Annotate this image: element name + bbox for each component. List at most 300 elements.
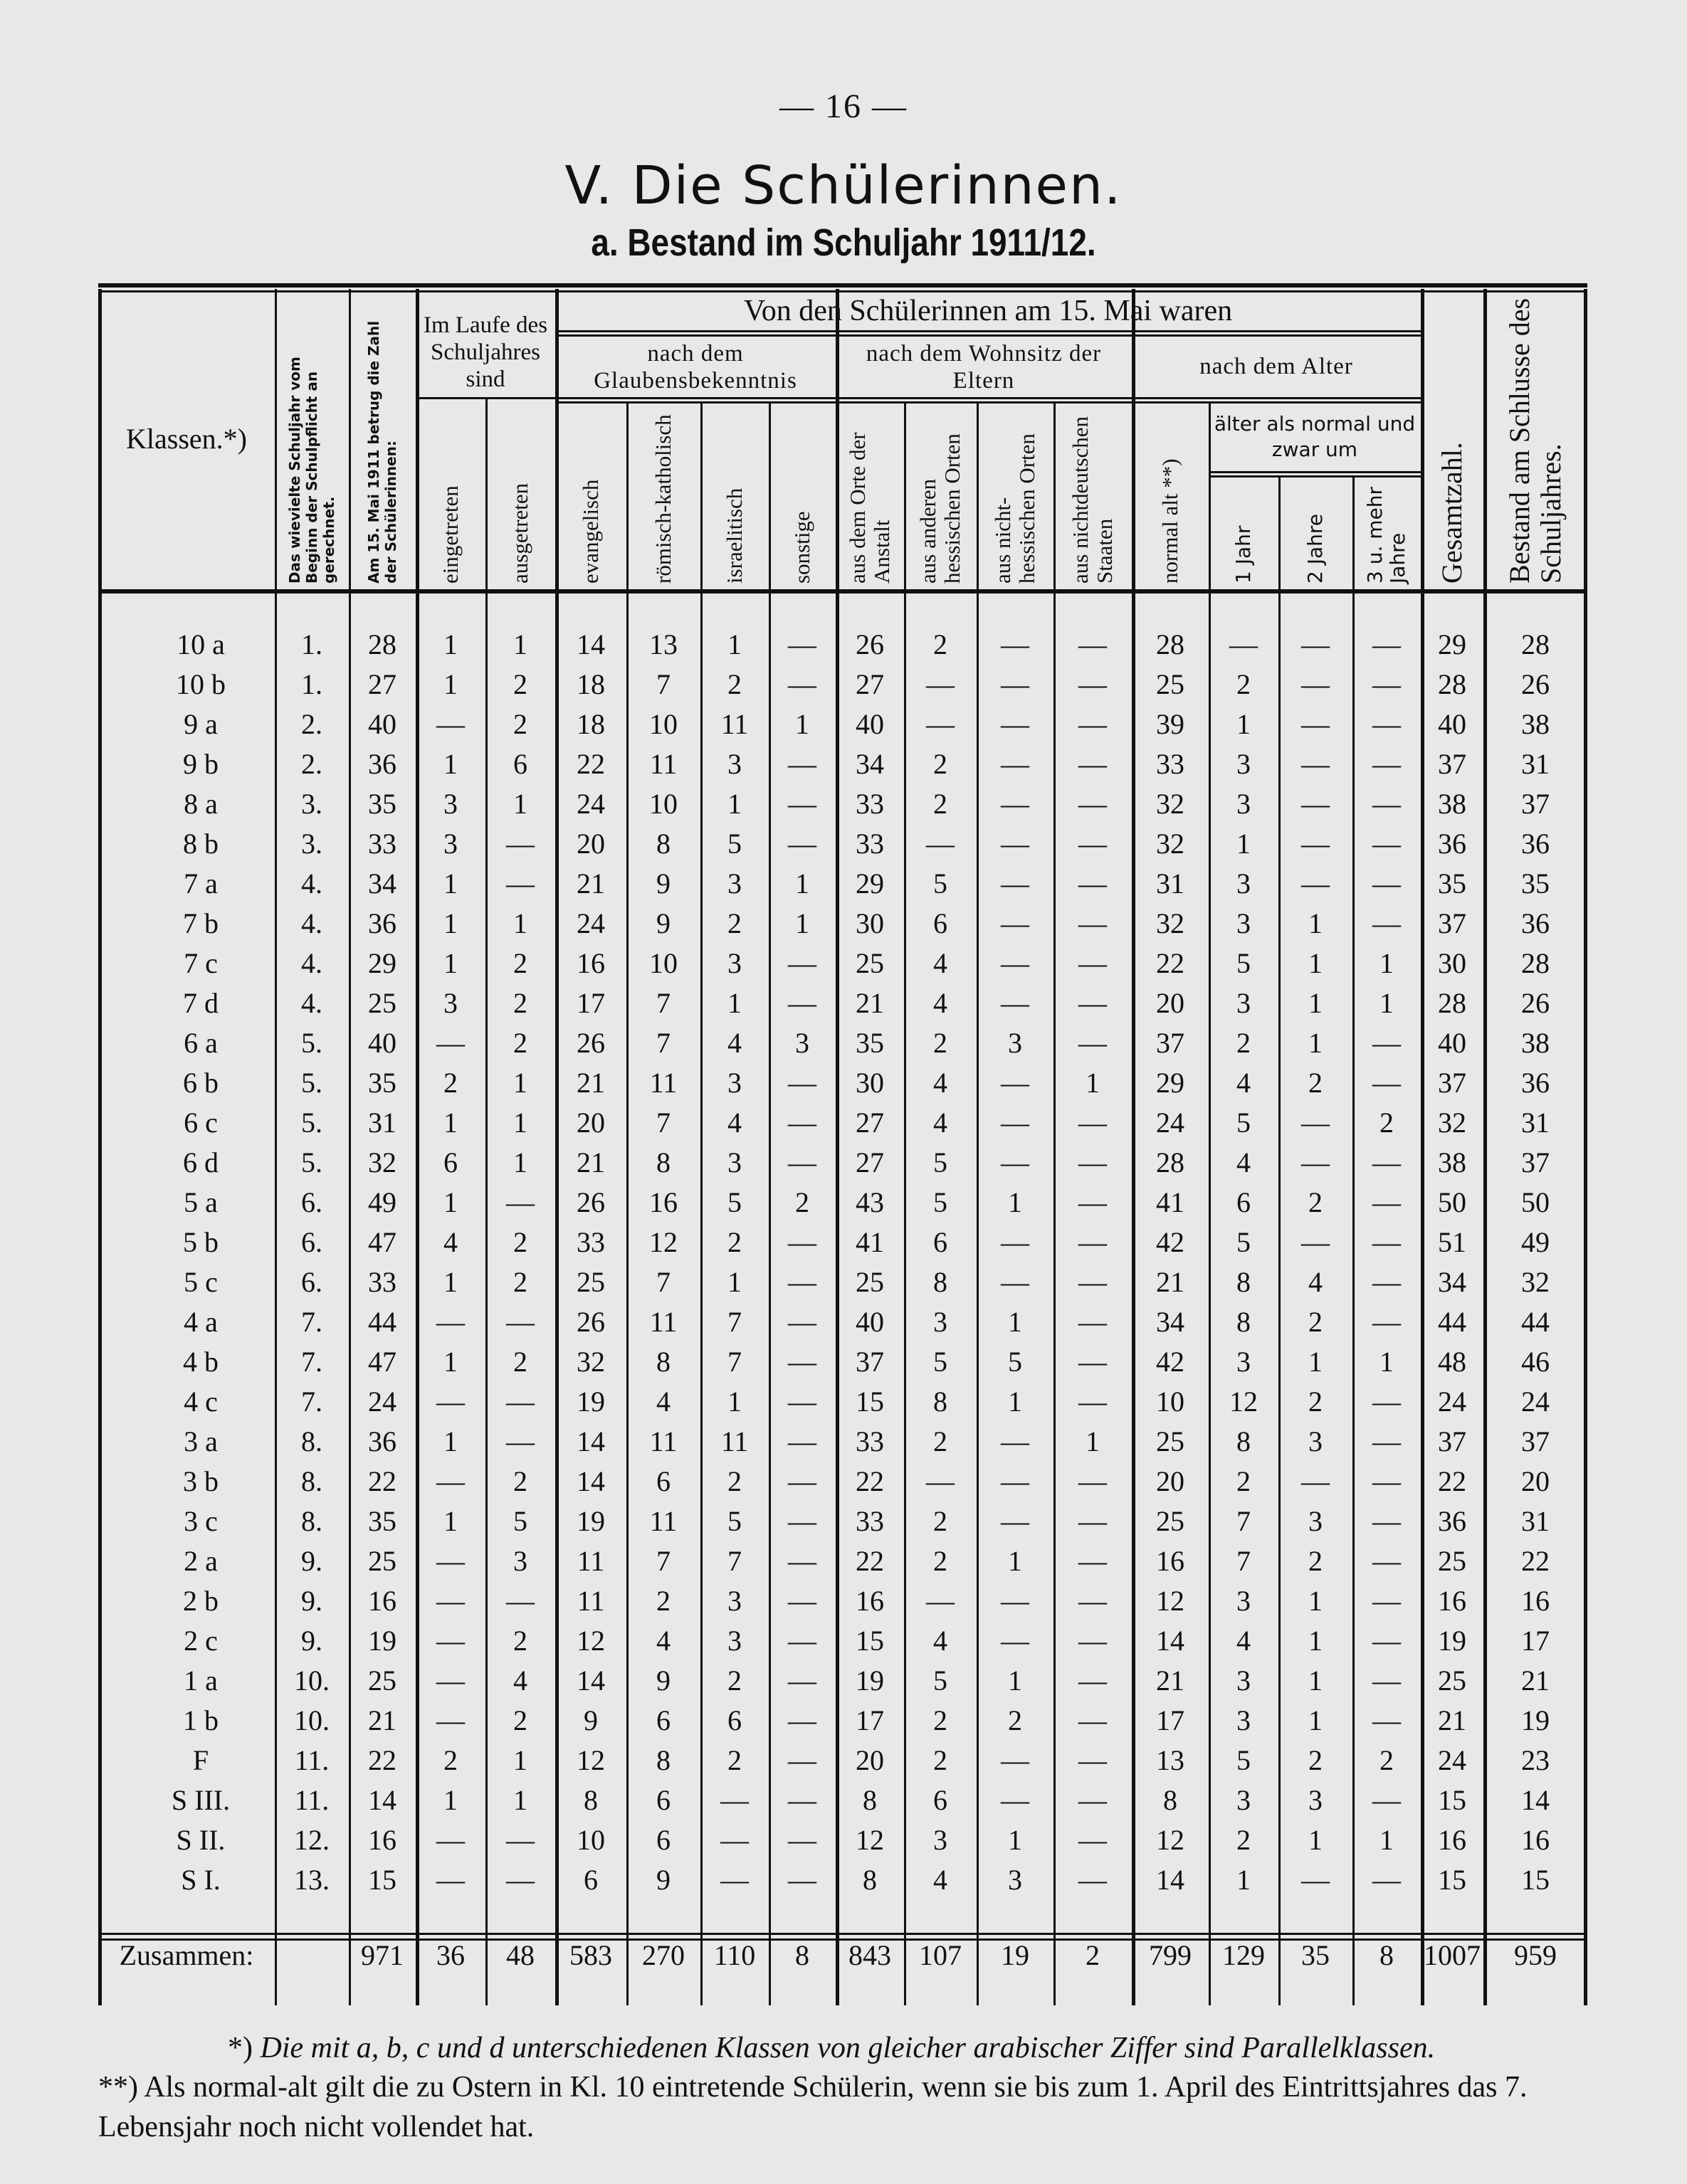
table-cell: 36 — [1521, 1067, 1550, 1099]
table-cell: — — [1078, 1186, 1107, 1218]
table-cell: — — [788, 748, 816, 780]
table-cell: 22 — [368, 1744, 396, 1776]
table-cell: 35 — [856, 1027, 884, 1059]
table-cell: 8 — [933, 1386, 947, 1418]
table-cell: 3 — [443, 828, 458, 860]
footnote-text: Die mit a, b, c und d unterschiedenen Klassen von gleicher arabischer Ziffer sind Parallelklassen. — [260, 2032, 1436, 2064]
table-cell: 14 — [577, 1665, 605, 1697]
table-cell: — — [436, 1585, 465, 1617]
table-cell: 4 — [656, 1386, 671, 1418]
table-cell: 4 — [933, 1107, 947, 1139]
table-cell: — — [788, 828, 816, 860]
table-cell: 1 — [513, 1067, 527, 1099]
table-cell: 2 — [727, 1744, 742, 1776]
table-cell: 17 — [1156, 1704, 1184, 1736]
table-cell: 1 — [727, 1266, 742, 1298]
table-cell: — — [1001, 1744, 1029, 1776]
total-cell: 959 — [1514, 1939, 1557, 1971]
table-cell: — — [1001, 1585, 1029, 1617]
table-cell: 44 — [368, 1306, 396, 1338]
table-cell: 8 — [1163, 1784, 1177, 1816]
table-cell: 35 — [1438, 867, 1466, 900]
table-cell: — — [788, 1744, 816, 1776]
table-cell: 5 — [933, 1186, 947, 1218]
table-cell: — — [1078, 947, 1107, 979]
school-year-cell: 9. — [301, 1545, 322, 1577]
table-cell: — — [788, 1067, 816, 1099]
table-cell: 9 — [584, 1704, 598, 1736]
table-cell: 22 — [577, 748, 605, 780]
table-cell: 38 — [1438, 788, 1466, 820]
table-cell: — — [1372, 1425, 1401, 1457]
table-cell: 23 — [1521, 1744, 1550, 1776]
table-cell: 1 — [1308, 1027, 1323, 1059]
table-cell: — — [1078, 788, 1107, 820]
table-cell: 4 — [1236, 1067, 1251, 1099]
table-cell: 3 — [443, 788, 458, 820]
total-label: Zusammen: — [119, 1939, 254, 1971]
table-cell: — — [1001, 1107, 1029, 1139]
school-year-cell: 12. — [294, 1824, 330, 1856]
table-cell: 2 — [513, 1266, 527, 1298]
table-cell: 26 — [1521, 668, 1550, 700]
table-cell: 1 — [443, 1266, 458, 1298]
school-year-cell: 8. — [301, 1505, 322, 1537]
table-cell: 13 — [649, 628, 678, 660]
table-cell: 5 — [727, 1505, 742, 1537]
table-cell: — — [506, 1425, 535, 1457]
table-cell: 32 — [1521, 1266, 1550, 1298]
total-cell: 48 — [506, 1939, 535, 1971]
table-cell: — — [1078, 1027, 1107, 1059]
table-cell: 30 — [856, 907, 884, 939]
table-cell: 12 — [577, 1625, 605, 1657]
table-cell: 1 — [1308, 987, 1323, 1019]
table-cell: 1 — [443, 947, 458, 979]
class-label: 1 a — [184, 1665, 218, 1697]
table-cell: 2 — [933, 788, 947, 820]
header-nichtdeutsch: aus nichtdeutschen Staaten — [1068, 416, 1117, 584]
table-cell: 1 — [1008, 1545, 1022, 1577]
table-cell: 21 — [1156, 1266, 1184, 1298]
table-cell: 36 — [368, 1425, 396, 1457]
school-year-cell: 9. — [301, 1625, 322, 1657]
table-cell: 7 — [1236, 1545, 1251, 1577]
header-roemisch: römisch-katholisch — [651, 414, 676, 584]
table-cell: — — [1001, 1625, 1029, 1657]
table-cell: 28 — [1156, 628, 1184, 660]
school-year-cell: 5. — [301, 1027, 322, 1059]
table-cell: 30 — [1438, 947, 1466, 979]
table-cell: 1 — [443, 668, 458, 700]
table-cell: — — [1372, 1306, 1401, 1338]
class-label: 7 b — [183, 907, 219, 939]
table-cell: 14 — [1156, 1625, 1184, 1657]
table-cell: 3 — [1236, 1784, 1251, 1816]
table-cell: 37 — [1521, 788, 1550, 820]
table-cell: 3 — [795, 1027, 809, 1059]
table-cell: 13 — [1156, 1744, 1184, 1776]
table-cell: 37 — [1521, 1146, 1550, 1178]
total-cell: 843 — [848, 1939, 891, 1971]
table-cell: — — [788, 1146, 816, 1178]
table-cell: 2 — [727, 668, 742, 700]
table-cell: 11 — [577, 1545, 605, 1577]
class-label: 3 a — [184, 1425, 218, 1457]
class-label: 4 a — [184, 1306, 218, 1338]
table-cell: 1 — [1308, 1665, 1323, 1697]
table-cell: — — [788, 1585, 816, 1617]
table-cell: — — [1301, 628, 1330, 660]
table-cell: — — [436, 1864, 465, 1896]
table-cell: 18 — [577, 668, 605, 700]
header-eingetreten: eingetreten — [438, 485, 463, 584]
table-cell: 37 — [1521, 1425, 1550, 1457]
table-cell: 2 — [727, 1465, 742, 1497]
table-cell: 1 — [443, 1784, 458, 1816]
table-cell: 36 — [1521, 828, 1550, 860]
table-cell: — — [1078, 1744, 1107, 1776]
table-cell: — — [926, 668, 955, 700]
table-cell: 32 — [1156, 788, 1184, 820]
table-cell: 24 — [1438, 1744, 1466, 1776]
table-cell: 8 — [863, 1864, 877, 1896]
table-cell: 22 — [1156, 947, 1184, 979]
table-cell: — — [1078, 1625, 1107, 1657]
table-cell: 2 — [513, 947, 527, 979]
table-cell: 26 — [577, 1306, 605, 1338]
rule-aelter — [1209, 471, 1421, 473]
table-cell: 15 — [1438, 1864, 1466, 1896]
table-cell: 1 — [1308, 1625, 1323, 1657]
table-cell: — — [788, 668, 816, 700]
table-cell: 1 — [1086, 1425, 1100, 1457]
table-cell: 49 — [368, 1186, 396, 1218]
table-cell: 12 — [856, 1824, 884, 1856]
table-cell: 19 — [1521, 1704, 1550, 1736]
table-cell: — — [720, 1824, 749, 1856]
table-cell: — — [788, 788, 816, 820]
table-cell: — — [1078, 1665, 1107, 1697]
table-cell: 1 — [513, 1107, 527, 1139]
table-cell: 16 — [368, 1824, 396, 1856]
table-cell: 40 — [368, 708, 396, 740]
table-cell: — — [1301, 708, 1330, 740]
table-cell: 16 — [1521, 1824, 1550, 1856]
table-cell: — — [1078, 1146, 1107, 1178]
table-cell: 32 — [1156, 907, 1184, 939]
table-cell: 31 — [1156, 867, 1184, 900]
table-cell: 9 — [656, 1665, 671, 1697]
table-cell: 8 — [656, 1744, 671, 1776]
table-cell: 6 — [933, 1784, 947, 1816]
table-cell: 7 — [727, 1346, 742, 1378]
table-cell: 32 — [1156, 828, 1184, 860]
table-cell: 25 — [368, 987, 396, 1019]
school-year-cell: 4. — [301, 947, 322, 979]
table-cell: 3 — [1236, 907, 1251, 939]
table-cell: 3 — [727, 947, 742, 979]
table-cell: 41 — [856, 1226, 884, 1258]
table-cell: — — [436, 1824, 465, 1856]
rule-sub-groups — [555, 397, 1421, 399]
table-cell: 2 — [513, 1465, 527, 1497]
table-cell: 9 — [656, 867, 671, 900]
table-cell: 4 — [656, 1625, 671, 1657]
table-cell: 31 — [1521, 1107, 1550, 1139]
table-cell: — — [506, 1386, 535, 1418]
table-cell: 22 — [856, 1465, 884, 1497]
table-cell: 7 — [1236, 1505, 1251, 1537]
table-cell: — — [1301, 1226, 1330, 1258]
table-cell: — — [1078, 1585, 1107, 1617]
table-cell: — — [1001, 1425, 1029, 1457]
table-cell: 24 — [1521, 1386, 1550, 1418]
table-cell: 2 — [1379, 1107, 1394, 1139]
table-top-rule-inner — [98, 290, 1587, 292]
table-cell: 1 — [513, 788, 527, 820]
table-cell: — — [720, 1784, 749, 1816]
class-label: 10 a — [177, 628, 225, 660]
table-cell: 29 — [1156, 1067, 1184, 1099]
class-label: 7 c — [184, 947, 218, 979]
header-glaubensbekenntnis: nach dem Glaubensbekenntnis — [594, 341, 797, 394]
table-cell: 6 — [933, 1226, 947, 1258]
table-cell: — — [1301, 1146, 1330, 1178]
table-cell: 33 — [856, 828, 884, 860]
table-cell: 6 — [933, 907, 947, 939]
header-israelitisch: israelitisch — [722, 487, 747, 584]
table-cell: 8 — [656, 1346, 671, 1378]
school-year-cell: 8. — [301, 1465, 322, 1497]
table-cell: — — [1372, 668, 1401, 700]
table-cell: 21 — [368, 1704, 396, 1736]
table-cell: 3 — [933, 1824, 947, 1856]
table-cell: — — [1301, 748, 1330, 780]
table-cell: 36 — [1521, 907, 1550, 939]
table-cell: 1 — [795, 867, 809, 900]
table-cell: 6 — [513, 748, 527, 780]
rule-von-den-2 — [555, 334, 1421, 337]
table-cell: 2 — [443, 1744, 458, 1776]
table-cell: 31 — [368, 1107, 396, 1139]
table-cell: 1 — [1379, 1824, 1394, 1856]
school-year-cell: 5. — [301, 1146, 322, 1178]
class-label: 9 b — [183, 748, 219, 780]
table-cell: — — [1078, 907, 1107, 939]
school-year-cell: 9. — [301, 1585, 322, 1617]
table-cell: — — [436, 1665, 465, 1697]
table-cell: 21 — [1521, 1665, 1550, 1697]
table-cell: 1 — [443, 748, 458, 780]
table-cell: 1 — [443, 1107, 458, 1139]
class-label: S II. — [176, 1824, 226, 1856]
table-cell: 6 — [656, 1824, 671, 1856]
class-label: 4 c — [184, 1386, 218, 1418]
table-cell: 2 — [1308, 1306, 1323, 1338]
table-cell: 3 — [727, 1067, 742, 1099]
table-cell: 6 — [443, 1146, 458, 1178]
table-cell: 16 — [1156, 1545, 1184, 1577]
table-cell: 7 — [727, 1306, 742, 1338]
table-cell: 1 — [443, 907, 458, 939]
table-cell: 2 — [933, 1545, 947, 1577]
table-cell: 1 — [513, 628, 527, 660]
table-cell: — — [926, 1585, 955, 1617]
table-cell: 8 — [1236, 1306, 1251, 1338]
table-cell: — — [1301, 668, 1330, 700]
table-cell: 8 — [656, 1146, 671, 1178]
table-cell: 1 — [443, 1346, 458, 1378]
table-cell: 11 — [720, 1425, 749, 1457]
table-cell: 14 — [577, 1425, 605, 1457]
table-cell: 43 — [856, 1186, 884, 1218]
table-cell: 12 — [1156, 1585, 1184, 1617]
table-cell: 4 — [933, 947, 947, 979]
table-cell: — — [1229, 628, 1258, 660]
table-cell: — — [506, 1306, 535, 1338]
class-label: 6 a — [184, 1027, 218, 1059]
table-cell: 22 — [856, 1545, 884, 1577]
table-cell: — — [788, 1346, 816, 1378]
table-cell: — — [1372, 748, 1401, 780]
table-cell: 5 — [513, 1505, 527, 1537]
table-cell: 28 — [1438, 987, 1466, 1019]
table-cell: 40 — [856, 1306, 884, 1338]
table-cell: 19 — [577, 1505, 605, 1537]
table-cell: — — [436, 1027, 465, 1059]
table-cell: — — [436, 1625, 465, 1657]
total-cell: 35 — [1301, 1939, 1330, 1971]
table-cell: — — [788, 1665, 816, 1697]
school-year-cell: 3. — [301, 788, 322, 820]
table-cell: 2 — [1308, 1744, 1323, 1776]
table-cell: 2 — [727, 1226, 742, 1258]
table-cell: — — [1372, 1226, 1401, 1258]
table-cell: 21 — [577, 867, 605, 900]
table-cell: 24 — [577, 907, 605, 939]
table-cell: 7 — [656, 1545, 671, 1577]
table-cell: 15 — [856, 1625, 884, 1657]
header-aelter: älter als normal und zwar um — [1214, 412, 1416, 461]
table-cell: 1 — [1008, 1306, 1022, 1338]
table-cell: 25 — [1156, 1505, 1184, 1537]
table-cell: 37 — [1438, 748, 1466, 780]
table-cell: 21 — [577, 1067, 605, 1099]
table-cell: 2 — [513, 668, 527, 700]
table-cell: 25 — [1438, 1665, 1466, 1697]
table-cell: 25 — [1438, 1545, 1466, 1577]
table-cell: 20 — [1521, 1465, 1550, 1497]
table-cell: 24 — [1438, 1386, 1466, 1418]
table-cell: 25 — [1156, 668, 1184, 700]
table-cell: 29 — [1438, 628, 1466, 660]
table-cell: 1 — [1308, 1585, 1323, 1617]
table-cell: 14 — [577, 1465, 605, 1497]
table-cell: 21 — [1438, 1704, 1466, 1736]
table-cell: 1 — [1308, 1824, 1323, 1856]
table-cell: 11 — [649, 1425, 678, 1457]
table-cell: — — [1301, 1864, 1330, 1896]
table-cell: 2 — [933, 1505, 947, 1537]
total-cell: 1007 — [1424, 1939, 1481, 1971]
table-cell: — — [1372, 1505, 1401, 1537]
class-label: S III. — [171, 1784, 231, 1816]
table-cell: 31 — [1521, 1505, 1550, 1537]
table-cell: — — [1001, 1784, 1029, 1816]
class-label: 7 a — [184, 867, 218, 900]
header-bestand: Bestand am Schlusse des Schuljahres. — [1503, 297, 1567, 584]
table-cell: 4 — [1236, 1146, 1251, 1178]
table-cell: 7 — [727, 1545, 742, 1577]
table-cell: 33 — [856, 1505, 884, 1537]
table-cell: 5 — [933, 1665, 947, 1697]
table-cell: 50 — [1438, 1186, 1466, 1218]
table-cell: 2 — [1308, 1067, 1323, 1099]
table-cell: 2 — [933, 628, 947, 660]
table-cell: — — [926, 708, 955, 740]
total-cell: 8 — [1379, 1939, 1394, 1971]
table-cell: 11 — [720, 708, 749, 740]
table-cell: 8 — [1236, 1266, 1251, 1298]
class-label: 6 b — [183, 1067, 219, 1099]
header-von-den: Von den Schülerinnen am 15. Mai waren — [743, 295, 1233, 327]
footnote-parallel-classes — [228, 2028, 1435, 2068]
school-year-cell: 2. — [301, 748, 322, 780]
table-cell: 26 — [856, 628, 884, 660]
table-cell: 2 — [933, 1027, 947, 1059]
table-cell: — — [1372, 1864, 1401, 1896]
table-cell: 20 — [577, 1107, 605, 1139]
table-cell: — — [1001, 668, 1029, 700]
table-cell: 2 — [1008, 1704, 1022, 1736]
header-alter: nach dem Alter — [1199, 354, 1353, 379]
table-cell: 29 — [856, 867, 884, 900]
table-cell: — — [436, 708, 465, 740]
table-cell: 15 — [1521, 1864, 1550, 1896]
table-cell: 7 — [656, 1266, 671, 1298]
class-label: 5 a — [184, 1186, 218, 1218]
total-cell: 36 — [436, 1939, 465, 1971]
table-cell: 32 — [1438, 1107, 1466, 1139]
table-cell: 2 — [1236, 1465, 1251, 1497]
total-cell — [275, 1937, 349, 1974]
table-cell: 1 — [1308, 1346, 1323, 1378]
total-cell: 19 — [1001, 1939, 1029, 1971]
table-cell: 2 — [1308, 1186, 1323, 1218]
table-cell: 2 — [727, 907, 742, 939]
table-cell: 21 — [856, 987, 884, 1019]
school-year-cell: 11. — [294, 1784, 330, 1816]
table-cell: — — [1078, 1306, 1107, 1338]
table-cell: 1 — [1236, 1864, 1251, 1896]
table-cell: — — [1372, 708, 1401, 740]
header-klassen: Klassen.*) — [126, 423, 247, 455]
total-cell: 2 — [1086, 1939, 1100, 1971]
statistics-table — [98, 283, 1587, 2005]
school-year-cell: 4. — [301, 867, 322, 900]
table-cell: — — [788, 1625, 816, 1657]
class-label: 2 c — [184, 1625, 218, 1657]
table-cell: 27 — [856, 1146, 884, 1178]
table-cell: 19 — [368, 1625, 396, 1657]
table-cell: 19 — [577, 1386, 605, 1418]
table-cell: 16 — [1521, 1585, 1550, 1617]
table-cell: 4 — [933, 1864, 947, 1896]
table-cell: 1 — [513, 1784, 527, 1816]
table-cell: 2 — [933, 1704, 947, 1736]
table-cell: 2 — [933, 1425, 947, 1457]
